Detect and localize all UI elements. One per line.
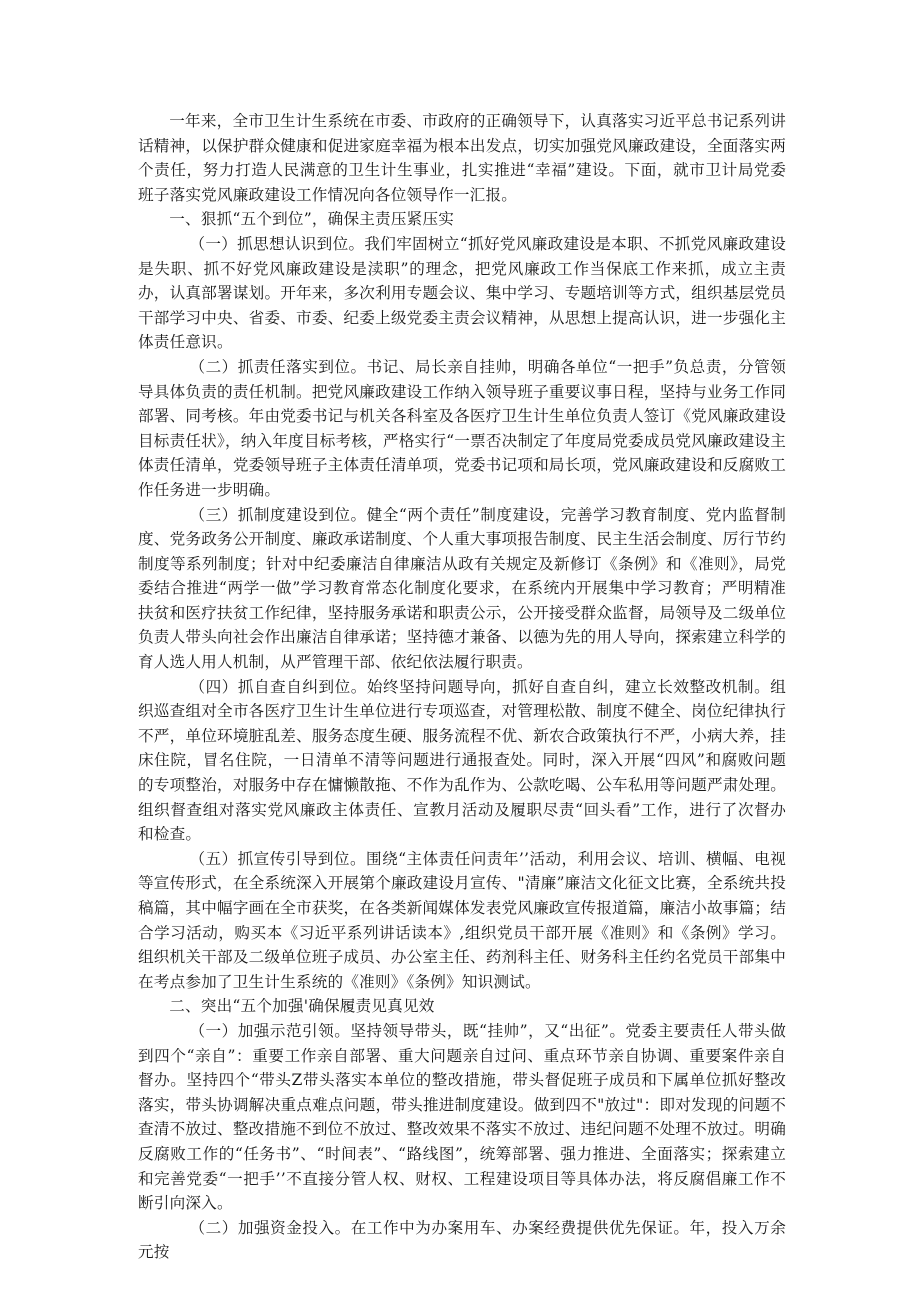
section-1-item-4: （四）抓自查自纠到位。始终坚持问题导向，抓好自查自纠，建立长效整改机制。组织巡查组对全市各医疗卫生计生单位进行专项巡查，对管理松散、制度不健全、岗位纪律执行不严，单位环境脏乱差、服务态度生硬、服务流程不优、新农合政策执行不严，小病大养，挂床住院，冒名住院，一日清单不清等问题进行通报查处。同时，深入开展“四风”和腐败问题的专项整治，对服务中存在慵懒散拖、不作为乱作为、公款吃喝、公车私用等问题严肃处理。组织督查组对落实党风廉政主体责任、宣教月活动及履职尽责“回头看”工作，进行了次督办和检查。	[138, 677, 786, 844]
section-2-item-2: （二）加强资金投入。在工作中为办案用车、办案经费提供优先保证。年，投入万余元按	[138, 1218, 786, 1262]
section-2-heading: 二、突出“五个加强'确保履责见真见效	[169, 997, 435, 1016]
section-2-item-1: （一）加强示范引领。坚持领导带头，既“挂帅”，又“出征”。党委主要责任人带头做到四个“亲自”：重要工作亲自部署、重大问题亲自过问、重点环节亲自协调、重要案件亲自督办。坚持四个“带头Z带头落实本单位的整改措施，带头督促班子成员和下属单位抓好整改落实，带头协调解决重点难点问题，带头推进制度建设。做到四不"放过"：即对发现的问题不查清不放过、整改措施不到位不放过、整改效果不落实不放过、违纪问题不处理不放过。明确反腐败工作的“任务书”、“时间表”、“路线图”，统筹部署、强力推进、全面落实；探索建立和完善党委“一把手’’不直接分管人权、财权、工程建设项目等具体办法，将反腐倡廉工作不断引向深入。	[138, 1021, 786, 1213]
section-1-item-2: （二）抓责任落实到位。书记、局长亲自挂帅，明确各单位“一把手”负总责，分管领导具体负责的责任机制。把党风廉政建设工作纳入领导班子重要议事日程，坚持与业务工作同部署、同考核。年由党委书记与机关各科室及各医疗卫生计生单位负责人签订《党风廉政建设目标责任状》，纳入年度目标考核，严格实行“一票否决制定了年度局党委成员党风廉政建设主体责任清单，党委领导班子主体责任清单项，党委书记项和局长项，党风廉政建设和反腐败工作任务进一步明确。	[138, 357, 786, 499]
section-1-item-5: （五）抓宣传引导到位。围绕“主体责任问责年’’活动，利用会议、培训、横幅、电视等宣传形式，在全系统深入开展第个廉政建设月宣传、"清廉”廉洁文化征文比赛，全系统共投稿篇，其中幅字画在全市获奖，在各类新闻媒体发表党风廉政宣传报道篇，廉洁小故事篇；结合学习活动，购买本《习近平系列讲话读本》,组织党员干部开展《准则》和《条例》学习。组织机关干部及二级单位班子成员、办公室主任、药剂科主任、财务科主任约名党员干部集中在考点参加了卫生计生系统的《准则》《条例》知识测试。	[138, 849, 786, 991]
section-1-heading: 一、狠抓“五个到位”，确保主责压紧压实	[169, 210, 455, 229]
document-body	[138, 109, 786, 1265]
section-1-item-3: （三）抓制度建设到位。健全“两个责任”制度建设，完善学习教育制度、党内监督制度、党务政务公开制度、廉政承诺制度、个人重大事项报告制度、民主生活会制度、厉行节约制度等系列制度；针对中纪委廉洁自律廉洁从政有关规定及新修订《条例》和《准则》，局党委结合推进“两学一做”学习教育常态化制度化要求，在系统内开展集中学习教育；严明精准扶贫和医疗扶贫工作纪律，坚持服务承诺和职责公示，公开接受群众监督，局领导及二级单位负责人带头向社会作出廉洁自律承诺；坚持德才兼备、以德为先的用人导向，探索建立科学的育人选人用人机制，从严管理干部、依纪依法履行职责。	[138, 505, 786, 672]
intro-paragraph: 一年来，全市卫生计生系统在市委、市政府的正确领导下，认真落实习近平总书记系列讲话精神，以保护群众健康和促进家庭幸福为根本出发点，切实加强党风廉政建设，全面落实两个责任，努力打造人民满意的卫生计生事业，扎实推进“幸福”建设。下面，就市卫计局党委班子落实党风廉政建设工作情况向各位领导作一汇报。	[138, 112, 786, 204]
section-1-item-1: （一）抓思想认识到位。我们牢固树立“抓好党风廉政建设是本职、不抓党风廉政建设是失职、抓不好党风廉政建设是渎职”的理念，把党风廉政工作当保底工作来抓，成立主责办，认真部署谋划。开年来，多次利用专题会议、集中学习、专题培训等方式，组织基层党员干部学习中央、省委、市委、纪委上级党委主责会议精神，从思想上提高认识，进一步强化主体责任意识。	[138, 234, 786, 352]
